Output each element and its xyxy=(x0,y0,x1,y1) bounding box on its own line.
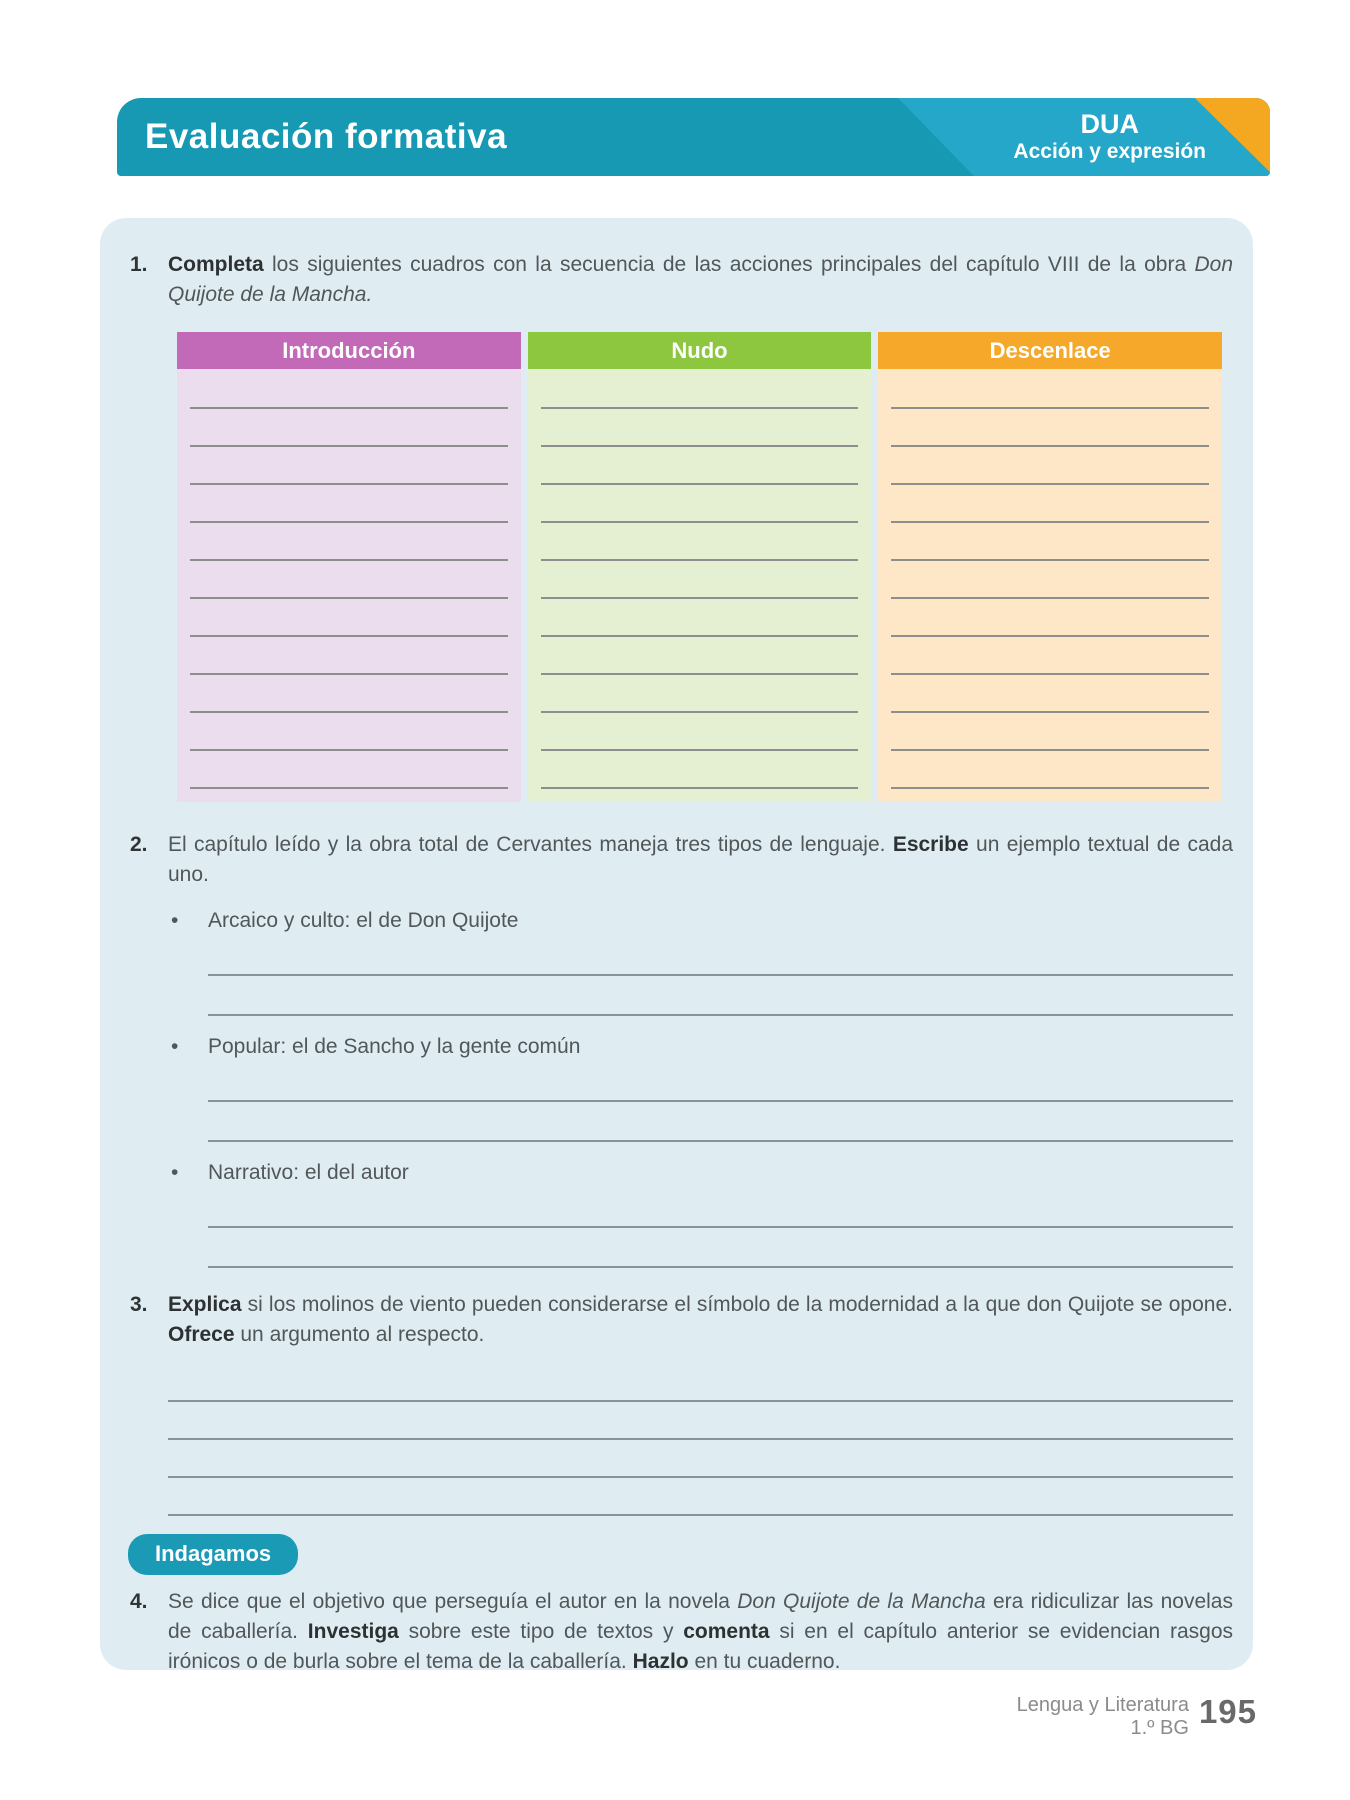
writing-line xyxy=(190,447,508,485)
answer-line xyxy=(168,1440,1233,1478)
table-column xyxy=(878,332,1222,802)
writing-line xyxy=(190,523,508,561)
page-title: Evaluación formativa xyxy=(145,117,508,156)
language-type-bullets xyxy=(130,906,1233,1268)
question-1-book-title: Don Quijote de la Mancha. xyxy=(168,253,1233,306)
answer-line xyxy=(168,1478,1233,1516)
bullet-label: Arcaico y culto: el de Don Quijote xyxy=(208,909,519,932)
footer-subject: Lengua y Literatura xyxy=(1016,1694,1189,1716)
writing-line xyxy=(190,599,508,637)
writing-line xyxy=(541,675,859,713)
answer-line xyxy=(208,1062,1233,1102)
question-4-body-2: era ridiculizar las novelas de caballería. xyxy=(168,1590,1233,1643)
answer-line xyxy=(208,1102,1233,1142)
bullet-item xyxy=(171,906,1233,936)
table-column-body xyxy=(177,369,521,802)
question-4-body-3: sobre este tipo de textos y xyxy=(398,1620,684,1643)
writing-line xyxy=(891,409,1209,447)
dua-badge xyxy=(1013,98,1206,176)
question-4-number: 4. xyxy=(130,1590,148,1613)
bullet-dot: • xyxy=(171,1161,179,1184)
writing-line xyxy=(190,561,508,599)
indagamos-badge: Indagamos xyxy=(128,1534,298,1575)
writing-line xyxy=(891,447,1209,485)
question-1-verb: Completa xyxy=(168,253,264,276)
question-3-verb-2: Ofrece xyxy=(168,1323,235,1346)
table-column xyxy=(177,332,521,802)
writing-line xyxy=(541,447,859,485)
writing-line xyxy=(190,637,508,675)
writing-line xyxy=(541,523,859,561)
question-3-body: si los molinos de viento pueden considerarse el símbolo de la modernidad a la que don Quijote se opone. xyxy=(241,1293,1233,1316)
question-4-verb-2: comenta xyxy=(683,1620,770,1643)
writing-line xyxy=(891,675,1209,713)
worksheet-panel xyxy=(100,218,1253,1673)
writing-line xyxy=(891,523,1209,561)
table-column-body xyxy=(878,369,1222,802)
question-2-verb: Escribe xyxy=(892,833,969,856)
writing-line xyxy=(541,713,859,751)
writing-line xyxy=(190,675,508,713)
writing-line xyxy=(891,637,1209,675)
question-4-body-4: si en el capítulo anterior se evidencian rasgos irónicos o de burla sobre el tema de la caballería. xyxy=(168,1620,1233,1673)
bullet-dot: • xyxy=(171,909,179,932)
bullet-item xyxy=(171,1032,1233,1062)
writing-line xyxy=(541,409,859,447)
page-header-banner xyxy=(117,98,1270,176)
question-3-number: 3. xyxy=(130,1293,148,1316)
question-2-body: El capítulo leído y la obra total de Cervantes maneja tres tipos de lenguaje. xyxy=(168,833,893,856)
bullet-item xyxy=(171,1158,1233,1188)
question-1 xyxy=(130,250,1233,310)
question-2-body-2: un ejemplo textual de cada uno. xyxy=(168,833,1234,886)
writing-line xyxy=(190,713,508,751)
writing-line xyxy=(190,485,508,523)
table-column xyxy=(528,332,872,802)
question-2-number: 2. xyxy=(130,833,148,856)
writing-line xyxy=(190,371,508,409)
page-number: 195 xyxy=(1198,1693,1257,1730)
answer-line xyxy=(208,936,1233,976)
table-column-header: Introducción xyxy=(177,332,521,369)
question-3-answer-lines xyxy=(130,1364,1233,1516)
answer-line xyxy=(208,1188,1233,1228)
answer-line xyxy=(208,1228,1233,1268)
question-4-body: Se dice que el objetivo que perseguía el autor en la novela xyxy=(168,1590,738,1613)
question-3 xyxy=(130,1290,1233,1350)
sequence-table xyxy=(177,332,1222,802)
answer-line xyxy=(168,1402,1233,1440)
writing-line xyxy=(541,561,859,599)
writing-line xyxy=(541,751,859,789)
footer-grade: 1.º BG xyxy=(1130,1717,1189,1739)
question-3-body-2: un argumento al respecto. xyxy=(234,1323,485,1346)
writing-line xyxy=(541,599,859,637)
table-column-header: Descenlace xyxy=(878,332,1222,369)
footer-subject-grade xyxy=(1017,1694,1189,1740)
table-column-body xyxy=(528,369,872,802)
writing-line xyxy=(891,371,1209,409)
bullet-label: Popular: el de Sancho y la gente común xyxy=(208,1035,581,1058)
writing-line xyxy=(891,599,1209,637)
writing-line xyxy=(891,561,1209,599)
writing-line xyxy=(891,713,1209,751)
question-3-verb: Explica xyxy=(168,1293,242,1316)
question-4-text xyxy=(168,1587,1233,1677)
question-4-body-5: en tu cuaderno. xyxy=(688,1650,841,1673)
question-2-text xyxy=(168,830,1233,890)
dua-title: DUA xyxy=(1080,108,1139,139)
question-1-body: los siguientes cuadros con la secuencia de las acciones principales del capítulo VIII de la obra xyxy=(263,253,1195,276)
page-footer xyxy=(1017,1694,1257,1740)
question-4-book-title: Don Quijote de la Mancha xyxy=(737,1590,986,1613)
writing-line xyxy=(541,485,859,523)
bullet-label: Narrativo: el del autor xyxy=(208,1161,409,1184)
writing-line xyxy=(190,751,508,789)
bullet-dot: • xyxy=(171,1035,179,1058)
writing-line xyxy=(891,751,1209,789)
writing-line xyxy=(190,409,508,447)
question-4 xyxy=(130,1587,1233,1677)
writing-line xyxy=(541,637,859,675)
question-1-number: 1. xyxy=(130,253,148,276)
question-1-text xyxy=(168,250,1233,310)
question-2 xyxy=(130,830,1233,890)
dua-subtitle: Acción y expresión xyxy=(1013,140,1206,164)
question-4-verb-3: Hazlo xyxy=(632,1650,689,1673)
answer-line xyxy=(168,1364,1233,1402)
question-4-verb: Investiga xyxy=(307,1620,399,1643)
question-3-text xyxy=(168,1290,1233,1350)
writing-line xyxy=(891,485,1209,523)
table-column-header: Nudo xyxy=(528,332,872,369)
writing-line xyxy=(541,371,859,409)
answer-line xyxy=(208,976,1233,1016)
